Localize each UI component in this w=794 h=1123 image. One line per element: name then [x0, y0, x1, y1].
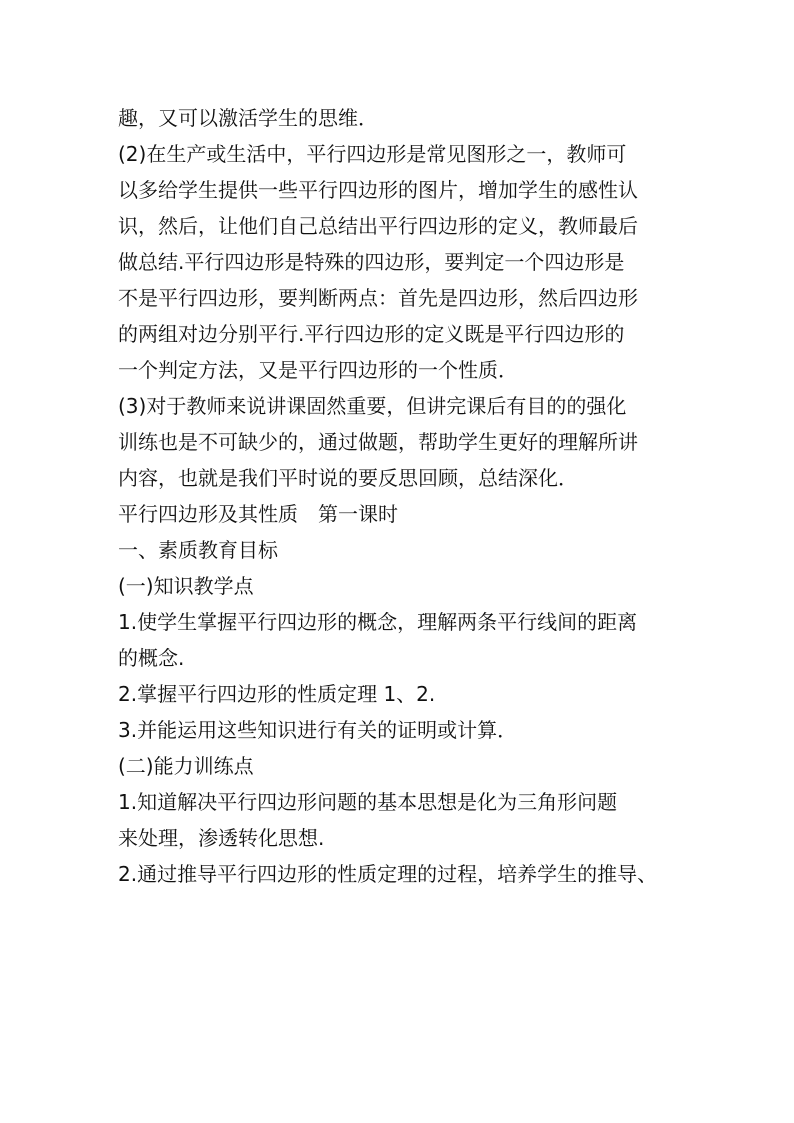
- text-line: 不是平行四边形，要判断两点：首先是四边形，然后四边形: [118, 286, 638, 310]
- section-title: 平行四边形及其性质 第一课时: [118, 502, 398, 526]
- text-line: 2.通过推导平行四边形的性质定理的过程，培养学生的推导、: [118, 862, 658, 886]
- text-line: 以多给学生提供一些平行四边形的图片，增加学生的感性认: [118, 178, 638, 202]
- text-line: 一个判定方法，又是平行四边形的一个性质．: [118, 358, 518, 382]
- text-line: 识，然后，让他们自己总结出平行四边形的定义，教师最后: [118, 214, 638, 238]
- subsection-heading: (二)能力训练点: [118, 754, 254, 778]
- text-line: (3)对于教师来说讲课固然重要，但讲完课后有目的的强化: [118, 394, 627, 418]
- text-line: 3.并能运用这些知识进行有关的证明或计算．: [118, 718, 518, 742]
- text-line: 2.掌握平行四边形的性质定理 1、2.: [118, 682, 436, 706]
- text-line: 的两组对边分别平行.平行四边形的定义既是平行四边形的: [118, 322, 625, 346]
- section-heading: 一、素质教育目标: [118, 538, 278, 562]
- text-line: 内容，也就是我们平时说的要反思回顾，总结深化．: [118, 466, 578, 490]
- text-line: 1.使学生掌握平行四边形的概念，理解两条平行线间的距离: [118, 610, 638, 634]
- text-line: 做总结.平行四边形是特殊的四边形，要判定一个四边形是: [118, 250, 625, 274]
- text-line: 1.知道解决平行四边形问题的基本思想是化为三角形问题: [118, 790, 618, 814]
- text-line: 来处理，渗透转化思想.: [118, 826, 325, 850]
- document-body: [118, 100, 678, 892]
- text-line: 训练也是不可缺少的，通过做题，帮助学生更好的理解所讲: [118, 430, 638, 454]
- text-line: 的概念.: [118, 646, 185, 670]
- text-line: (2)在生产或生活中，平行四边形是常见图形之一，教师可: [118, 142, 627, 166]
- subsection-heading: (一)知识教学点: [118, 574, 254, 598]
- text-line: 趣，又可以激活学生的思维．: [118, 106, 378, 130]
